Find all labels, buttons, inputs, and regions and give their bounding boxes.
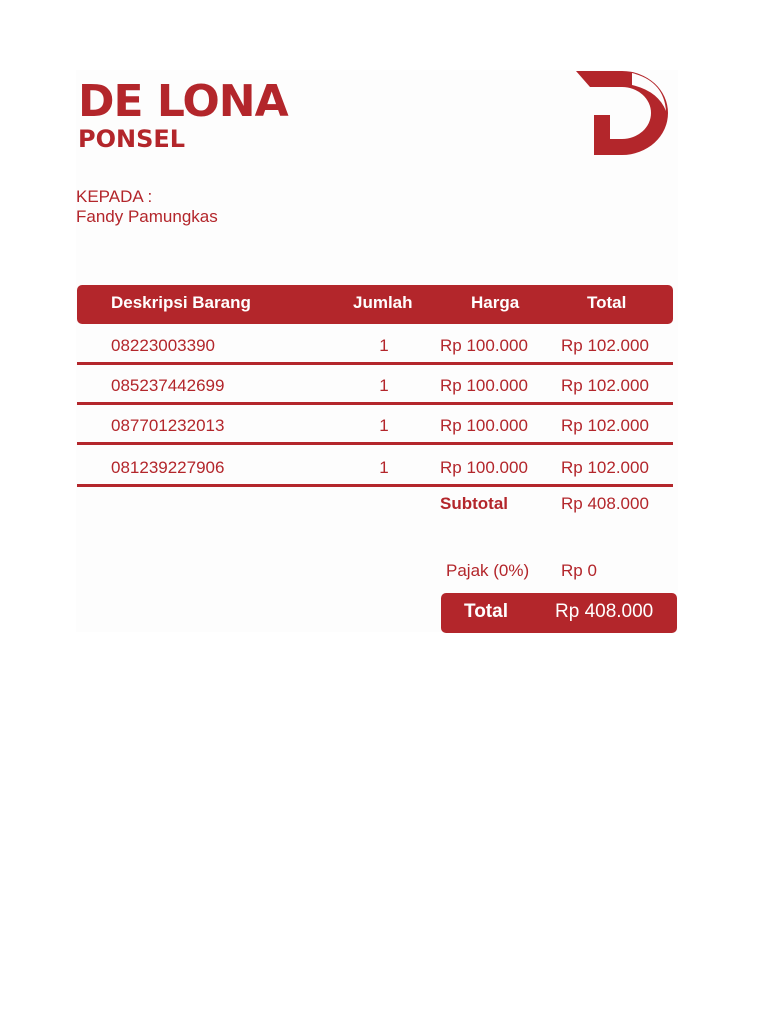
- row-description: 08223003390: [111, 336, 216, 355]
- table-row: [77, 325, 673, 365]
- grand-total-label: Total: [464, 601, 508, 622]
- table-row: [77, 365, 673, 405]
- row-total: Rp 102.000: [561, 336, 649, 355]
- header-price: Harga: [471, 293, 520, 312]
- tax-label: Pajak (0%): [446, 561, 530, 580]
- grand-total-value: Rp 408.000: [555, 601, 654, 622]
- table-row: [77, 405, 673, 445]
- row-quantity: 1: [379, 376, 389, 395]
- subtotal-label: Subtotal: [440, 494, 508, 513]
- recipient-name: Fandy Pamungkas: [76, 207, 218, 226]
- row-quantity: 1: [379, 336, 389, 355]
- brand-subtitle: PONSEL: [78, 125, 186, 153]
- row-price: Rp 100.000: [440, 336, 528, 355]
- row-quantity: 1: [379, 458, 389, 477]
- subtotal-value: Rp 408.000: [561, 494, 649, 513]
- header-description: Deskripsi Barang: [111, 293, 251, 312]
- row-description: 087701232013: [111, 416, 225, 435]
- table-row: [77, 447, 673, 487]
- row-total: Rp 102.000: [561, 376, 649, 395]
- header-total: Total: [587, 293, 627, 312]
- row-price: Rp 100.000: [440, 458, 528, 477]
- row-total: Rp 102.000: [561, 458, 649, 477]
- row-total: Rp 102.000: [561, 416, 649, 435]
- row-description: 081239227906: [111, 458, 225, 477]
- tax-value: Rp 0: [561, 561, 597, 580]
- recipient-label: KEPADA :: [76, 187, 153, 206]
- row-description: 085237442699: [111, 376, 225, 395]
- row-price: Rp 100.000: [440, 416, 528, 435]
- d-logo-icon: [576, 71, 668, 155]
- brand-name: DE LONA: [78, 76, 288, 127]
- header-quantity: Jumlah: [353, 293, 413, 312]
- row-quantity: 1: [379, 416, 389, 435]
- row-price: Rp 100.000: [440, 376, 528, 395]
- table-header: [77, 285, 673, 324]
- grand-total-box: [441, 593, 677, 633]
